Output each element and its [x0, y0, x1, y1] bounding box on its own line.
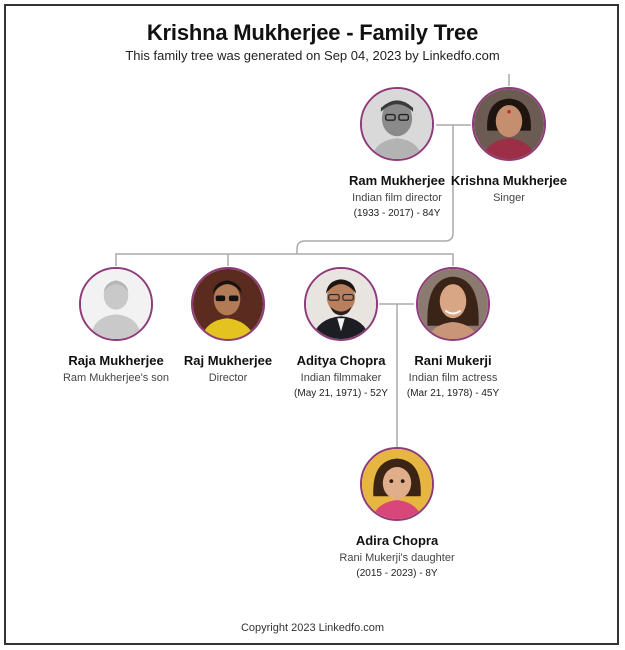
person-dates: (May 21, 1971) - 52Y — [294, 388, 388, 399]
person-dates: (2015 - 2023) - 8Y — [356, 568, 438, 579]
avatar — [360, 447, 434, 521]
avatar — [360, 87, 434, 161]
person-description: Director — [208, 372, 248, 384]
person-name: Ram Mukherjee — [348, 173, 446, 188]
person-dates: (Mar 21, 1978) - 45Y — [406, 388, 500, 399]
person-krishna-mukherjee[interactable] — [434, 87, 584, 204]
aditya-chopra-photo-icon — [306, 269, 376, 339]
person-name: Rani Mukerji — [414, 353, 492, 368]
person-name: Krishna Mukherjee — [450, 173, 568, 188]
adira-chopra-photo-icon — [362, 449, 432, 519]
avatar — [472, 87, 546, 161]
person-description: Indian filmmaker — [300, 372, 382, 384]
person-name: Raja Mukherjee — [68, 353, 164, 368]
person-adira-chopra[interactable] — [322, 447, 472, 579]
person-description: Ram Mukherjee's son — [62, 372, 170, 384]
person-description: Rani Mukerji's daughter — [339, 552, 455, 564]
page-subtitle: This family tree was generated on Sep 04, 2023 by Linkedfo.com — [125, 48, 500, 63]
krishna-mukherjee-photo-icon — [474, 89, 544, 159]
footer-copyright: Copyright 2023 Linkedfo.com — [240, 622, 385, 634]
person-name: Aditya Chopra — [296, 353, 386, 368]
person-dates: (1933 - 2017) - 84Y — [353, 208, 441, 219]
person-description: Indian film actress — [408, 372, 498, 384]
avatar — [79, 267, 153, 341]
line-children-bar — [116, 254, 453, 266]
rani-mukerji-photo-icon — [418, 269, 488, 339]
avatar — [416, 267, 490, 341]
person-name: Adira Chopra — [355, 533, 439, 548]
avatar — [304, 267, 378, 341]
person-description: Indian film director — [352, 192, 442, 204]
person-rani-mukerji[interactable] — [378, 267, 528, 399]
avatar — [191, 267, 265, 341]
raj-mukherjee-photo-icon — [193, 269, 263, 339]
ram-mukherjee-photo-icon — [362, 89, 432, 159]
person-description: Singer — [493, 192, 525, 204]
page-title: Krishna Mukherjee - Family Tree — [146, 20, 479, 45]
person-placeholder-icon — [81, 269, 151, 339]
person-name: Raj Mukherjee — [183, 353, 273, 368]
